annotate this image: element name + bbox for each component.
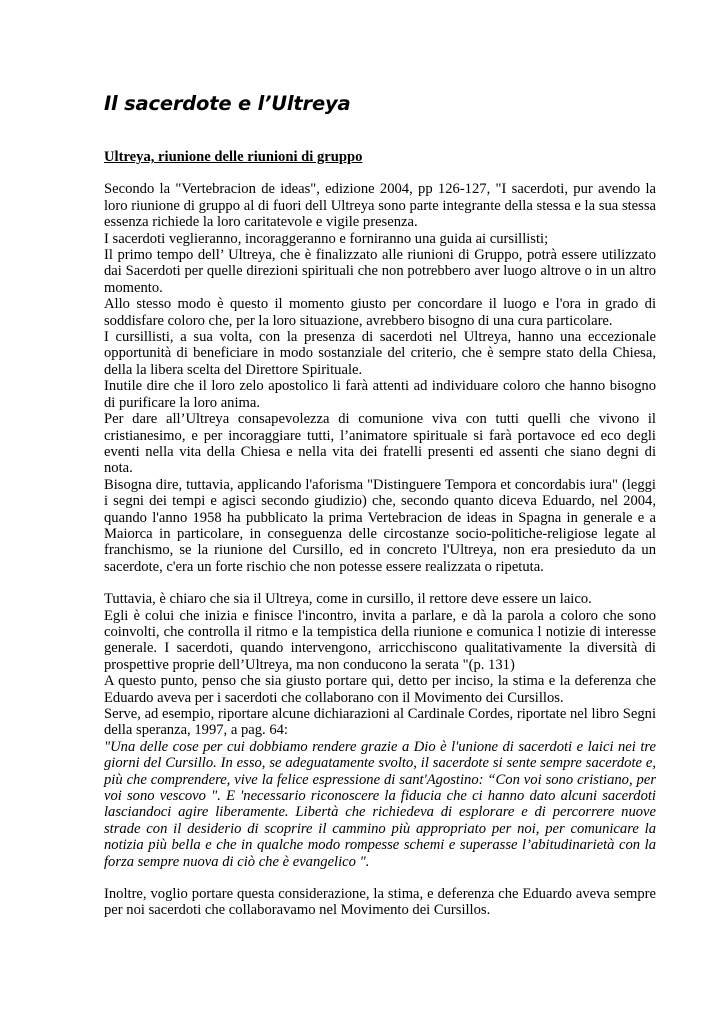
paragraph: Allo stesso modo è questo il momento giusto per concordare il luogo e l'ora in grado di soddisfare coloro che, per la loro situazione, avrebbero bisogno di una cura particolare. xyxy=(104,296,656,329)
page-title: Il sacerdote e l’Ultreya xyxy=(104,92,351,115)
paragraph: I sacerdoti veglieranno, incoraggeranno e forniranno una guida ai cursillisti; xyxy=(104,230,549,247)
paragraph: I cursillisti, a sua volta, con la presenza di sacerdoti nel Ultreya, hanno una eccezionale opportunità di beneficiare in modo sostanziale del criterio, che è sempre stato della Chiesa, della la libera scelta del Direttore Spirituale. xyxy=(104,329,656,378)
paragraph: Bisogna dire, tuttavia, applicando l'aforisma "Distinguere Tempora et concordabis iura" (leggi i segni dei tempi e agisci secondo giudizio) che, secondo quanto diceva Eduardo, nel 2004, quando l'anno 1958 ha pubblicato la prima Vertebracion de ideas in Spagna in generale e a Maiorca in particolare, in conseguenza delle circostanze socio-politiche-religiose legate al franchismo, se la riunione del Cursillo, ed in concreto l'Ultreya, non era presieduto da un sacerdote, c'era un forte rischio che non potesse essere realizzata o ripetuta. xyxy=(104,476,656,575)
paragraph-spacer xyxy=(104,870,656,886)
section-heading: Ultreya, riunione delle riunioni di gruppo xyxy=(104,149,363,165)
paragraph: Secondo la "Vertebracion de ideas", edizione 2004, pp 126-127, "I sacerdoti, pur avendo la loro riunione di gruppo al di fuori dell Ultreya sono parte integrante della stessa e la sua stessa essenza richiede la loro caritatevole e vigile presenza. xyxy=(104,181,656,231)
paragraph: Egli è colui che inizia e finisce l'incontro, invita a parlare, e dà la parola a coloro che sono coinvolti, che controlla il ritmo e la tempistica della riunione e comunica l notizie di interesse generale. I sacerdoti, quando intervengono, arricchiscono qualitativamente la diversità di prospettive proprie dell’Ultreya, ma non conducono la serata "(p. 131) xyxy=(104,607,656,673)
paragraph: Il primo tempo dell’ Ultreya, che è finalizzato alle riunioni di Gruppo, potrà essere utilizzato dai Sacerdoti per quelle direzioni spirituali che non potrebbero aver luogo altrove o in un altro momento. xyxy=(104,247,656,296)
document-page xyxy=(104,92,656,919)
paragraph: Per dare all’Ultreya consapevolezza di comunione viva con tutti quelli che vivono il cristianesimo, e per incoraggiare tutti, l’animatore spirituale si farà portavoce ed eco degli eventi nella vita della Chiesa e nella vita dei fratelli presenti ed assenti che siano degni di nota. xyxy=(104,411,656,477)
paragraph: Inutile dire che il loro zelo apostolico li farà attenti ad individuare coloro che hanno bisogno di purificare la loro anima. xyxy=(104,378,656,411)
paragraph-spacer xyxy=(104,575,656,591)
paragraph: A questo punto, penso che sia giusto portare qui, detto per inciso, la stima e la deferenza che Eduardo aveva per i sacerdoti che collaborano con il Movimento dei Cursillos. xyxy=(104,673,656,706)
closing-paragraph: Inoltre, voglio portare questa considerazione, la stima, e deferenza che Eduardo aveva sempre per noi sacerdoti che collaboravamo nel Movimento dei Cursillos. xyxy=(104,886,656,919)
quotation: "Una delle cose per cui dobbiamo rendere grazie a Dio è l'unione di sacerdoti e laici nei tre giorni del Cursillo. In esso, se adeguatamente svolto, il sacerdote si sente sempre sacerdote e, più che comprendere, vive la felice espressione di sant'Agostino: “Con voi sono cristiano, per voi sono vescovo ". E 'necessario riconoscere la fiducia che ci hanno dato alcuni sacerdoti lasciandoci agire liberamente. Libertà che richiedeva di esplorare e di percorrere nuove strade con il desiderio di scoprire il cammino più appropriato per noi, per comunicare la notizia più bella e che in qualche modo rompesse schemi e superasse l’abitudinarietà con la forza sempre nuova di ciò che è evangelico ". xyxy=(104,738,656,870)
paragraph: Tuttavia, è chiaro che sia il Ultreya, come in cursillo, il rettore deve essere un laico. xyxy=(104,591,592,608)
paragraph: Serve, ad esempio, riportare alcune dichiarazioni al Cardinale Cordes, riportate nel libro Segni della speranza, 1997, a pag. 64: xyxy=(104,706,656,739)
